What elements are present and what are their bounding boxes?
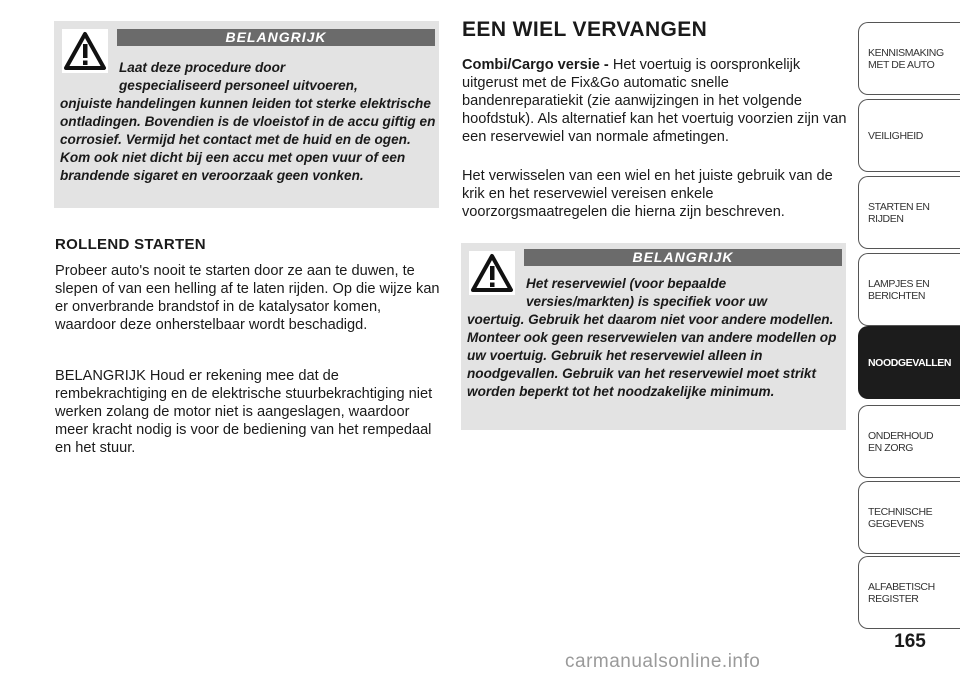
- tab-label: KENNISMAKING MET DE AUTO: [868, 46, 944, 71]
- warning-text: [467, 275, 842, 401]
- tab-label: LAMPJES EN BERICHTEN: [868, 277, 930, 302]
- paragraph-belangrijk-rembekrachtiging: BELANGRIJK Houd er rekening mee dat de rembekrachtiging en de elektrische stuurbekrachtiging niet werken zolang de motor niet is aangeslagen, waardoor meer kracht nodig is voor de bediening van het rempedaal en het stuur.: [55, 368, 433, 456]
- watermark: carmanualsonline.info: [565, 651, 761, 672]
- warning-text: [60, 59, 438, 185]
- chapter-tabs: [858, 0, 960, 678]
- tab-technische-gegevens[interactable]: [858, 481, 960, 554]
- warning-text-body: voertuig. Gebruik het daarom niet voor andere modellen. Monteer ook geen reservewielen van andere modellen op uw voertuig. Gebruik het reservewiel alleen in noodgevallen. Gebruik van het reservewiel moet strikt worden beperkt tot het noodzakelijke minimum.: [467, 312, 837, 399]
- page-title: EEN WIEL VERVANGEN: [462, 18, 708, 41]
- warning-text-line: versies/markten) is specifiek voor uw: [526, 294, 768, 309]
- tab-lampjes-en-berichten[interactable]: [858, 253, 960, 326]
- tab-label: TECHNISCHE GEGEVENS: [868, 505, 933, 530]
- paragraph-body: Het voertuig is oorspronkelijk uitgerust met de Fix&Go automatic snelle bandenreparatiekit (zie aanwijzingen in het volgende hoofdstuk). Als alternatief kan het voertuig voorzien zijn van een reservewiel van normale afmetingen.: [462, 57, 847, 145]
- tab-kennismaking[interactable]: [858, 22, 960, 95]
- warning-text-line: Het reservewiel (voor bepaalde: [526, 276, 727, 291]
- tab-label: STARTEN EN RIJDEN: [868, 200, 930, 225]
- tab-starten-en-rijden[interactable]: [858, 176, 960, 249]
- tab-noodgevallen[interactable]: [858, 326, 960, 399]
- warning-box-battery: [54, 21, 439, 208]
- warning-banner: BELANGRIJK: [524, 249, 842, 266]
- paragraph-combi-cargo: [462, 56, 847, 146]
- section-title-rollend-starten: ROLLEND STARTEN: [55, 236, 206, 253]
- paragraph-lead-bold: Combi/Cargo versie -: [462, 57, 609, 73]
- tab-label: ONDERHOUD EN ZORG: [868, 429, 934, 454]
- tab-label: NOODGEVALLEN: [868, 356, 952, 369]
- paragraph-rollend-starten: Probeer auto's nooit te starten door ze aan te duwen, te slepen of van een helling af te laten rijden. Op die wijze kan er onverbrande brandstof in de katalysator komen, waardoor deze onherstelbaar wordt beschadigd.: [55, 263, 440, 333]
- tab-alfabetisch-register[interactable]: [858, 556, 960, 629]
- tab-veiligheid[interactable]: [858, 99, 960, 172]
- tab-onderhoud-en-zorg[interactable]: [858, 405, 960, 478]
- warning-text-body: onjuiste handelingen kunnen leiden tot sterke elektrische ontladingen. Bovendien is de vloeistof in de accu giftig en corrosief. Vermijd het contact met de huid en de ogen. Kom ook niet dicht bij een accu met open vuur of een brandende sigaret en veroorzaak geen vonken.: [60, 96, 436, 183]
- warning-box-spare-wheel: [461, 243, 846, 430]
- warning-banner: BELANGRIJK: [117, 29, 435, 46]
- paragraph-wiel-verwisselen: Het verwisselen van een wiel en het juiste gebruik van de krik en het reservewiel vereisen enkele voorzorgsmaatregelen die hierna zijn beschreven.: [462, 168, 833, 220]
- tab-label: ALFABETISCH REGISTER: [868, 580, 935, 605]
- tab-label: VEILIGHEID: [868, 129, 923, 142]
- warning-text-line: gespecialiseerd personeel uitvoeren,: [119, 78, 358, 93]
- page-number: 165: [894, 631, 926, 652]
- warning-text-line: Laat deze procedure door: [119, 60, 286, 75]
